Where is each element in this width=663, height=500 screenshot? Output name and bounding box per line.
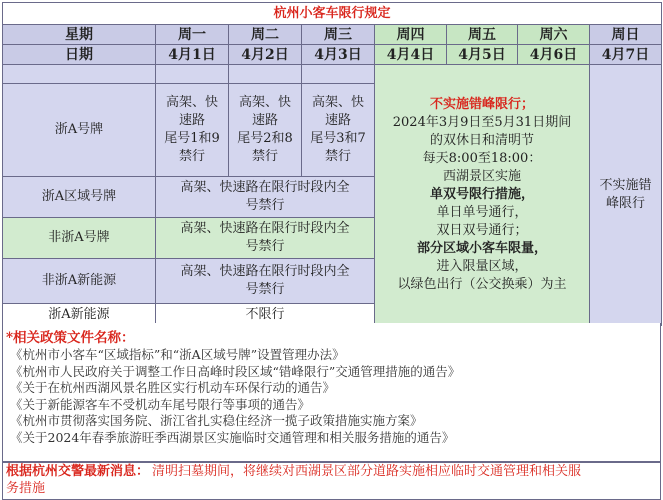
weekday-thu: 周四: [375, 25, 447, 45]
cell-line: 速路: [324, 113, 351, 128]
policy-doc: 《关于在杭州西湖风景名胜区实行机动车环保行动的通告》: [10, 380, 336, 396]
date-tue: 4月2日: [229, 45, 302, 65]
spacer-cell: [3, 65, 156, 84]
row-label: 浙A号牌: [3, 84, 156, 177]
cell-mon: [156, 84, 229, 177]
row-label: 浙A新能源: [3, 304, 156, 326]
cell-line: 尾号3和7: [310, 131, 366, 146]
weekday-sat: 周六: [518, 25, 590, 45]
row-text: [156, 218, 375, 259]
row-label: 非浙A号牌: [3, 218, 156, 259]
footer-label: 根据杭州交警最新消息：: [6, 464, 150, 479]
date-thu: 4月4日: [375, 45, 447, 65]
cell-line: 禁行: [178, 149, 205, 164]
cell-line: 高架、快速路在限行时段内全: [180, 221, 350, 236]
policy-doc: 《关于2024年春季旅游旺季西湖景区实施临时交通管理和相关服务措施的通告》: [10, 429, 455, 445]
notice-line: 单双号限行措施，: [429, 187, 534, 202]
cell-line: 速路: [251, 113, 278, 128]
cell-line: 高架、快: [165, 95, 218, 110]
cell-wed: [302, 84, 375, 177]
date-sun: 4月7日: [590, 45, 662, 65]
sunday-text: 峰限行: [606, 196, 646, 211]
weekday-label: 星期: [3, 25, 156, 45]
weekday-fri: 周五: [447, 25, 518, 45]
policy-doc: 《杭州市小客车“区域指标”和“浙A区域号牌”设置管理办法》: [10, 347, 345, 362]
footer-text-cont: 务措施: [6, 481, 46, 496]
notice-line: 双日双号通行；: [436, 223, 528, 238]
weekday-wed: 周三: [302, 25, 375, 45]
weekday-tue: 周二: [229, 25, 302, 45]
notice-line: 进入限量区域，: [436, 259, 528, 274]
cell-line: 禁行: [324, 149, 351, 164]
weekday-sun: 周日: [590, 25, 662, 45]
cell-line: 高架、快: [311, 95, 364, 110]
date-label: 日期: [3, 45, 156, 65]
policy-title: *相关政策文件名称：: [6, 330, 135, 346]
policy-list: [2, 323, 661, 462]
spacer-cell: [156, 65, 229, 84]
cell-line: 高架、快速路在限行时段内全: [180, 264, 350, 279]
policy-doc: 《杭州市人民政府关于调整工作日高峰时段区域“错峰限行”交通管理措施的通告》: [10, 363, 461, 379]
notice-line: 2024年3月9日至5月31日期间: [392, 115, 572, 130]
policy-doc: 《关于新能源客车不受机动车尾号限行等事项的通告》: [10, 396, 311, 412]
holiday-notice: [375, 65, 590, 326]
policy-doc: 《杭州市贯彻落实国务院、浙江省扎实稳住经济一揽子政策措施实施方案》: [10, 413, 423, 429]
cell-line: 高架、快: [238, 95, 291, 110]
cell-line: 尾号1和9: [164, 131, 220, 146]
cell-line: 号禁行: [245, 282, 285, 297]
page-title: 杭州小客车限行规定: [3, 3, 662, 25]
notice-line: 的双休日和清明节: [429, 133, 534, 148]
weekday-mon: 周一: [156, 25, 229, 45]
notice-line: 以绿色出行（公交换乘）为主: [397, 277, 567, 292]
footer-notice: [2, 462, 661, 500]
notice-line: 单日单号通行，: [436, 205, 528, 220]
sunday-cell: [590, 65, 662, 326]
spacer-cell: [229, 65, 302, 84]
row-text: [156, 259, 375, 304]
cell-line: 高架、快速路在限行时段内全: [180, 180, 350, 195]
row-text: [156, 177, 375, 218]
cell-line: 禁行: [251, 149, 278, 164]
spacer-cell: [302, 65, 375, 84]
date-mon: 4月1日: [156, 45, 229, 65]
date-sat: 4月6日: [518, 45, 590, 65]
date-wed: 4月3日: [302, 45, 375, 65]
date-row: [3, 45, 662, 65]
spacer-row: [3, 65, 662, 84]
cell-tue: [229, 84, 302, 177]
notice-line: 每天8:00至18:00：: [422, 151, 542, 166]
weekday-row: [3, 25, 662, 45]
cell-line: 号禁行: [245, 239, 285, 254]
cell-line: 号禁行: [245, 198, 285, 213]
sunday-text: 不实施错: [599, 178, 652, 193]
date-fri: 4月5日: [447, 45, 518, 65]
restriction-table: [2, 2, 662, 326]
cell-line: 速路: [178, 113, 205, 128]
cell-line: 尾号2和8: [237, 131, 293, 146]
notice-line: 西湖景区实施: [442, 169, 521, 184]
footer-text: 清明扫墓期间，将继续对西湖景区部分道路实施相应临时交通管理和相关服: [152, 464, 582, 479]
row-label: 非浙A新能源: [3, 259, 156, 304]
notice-heading: 不实施错峰限行；: [429, 97, 534, 112]
notice-line: 部分区域小客车限量，: [416, 241, 547, 256]
row-label: 浙A区域号牌: [3, 177, 156, 218]
row-text: 不限行: [156, 304, 375, 326]
